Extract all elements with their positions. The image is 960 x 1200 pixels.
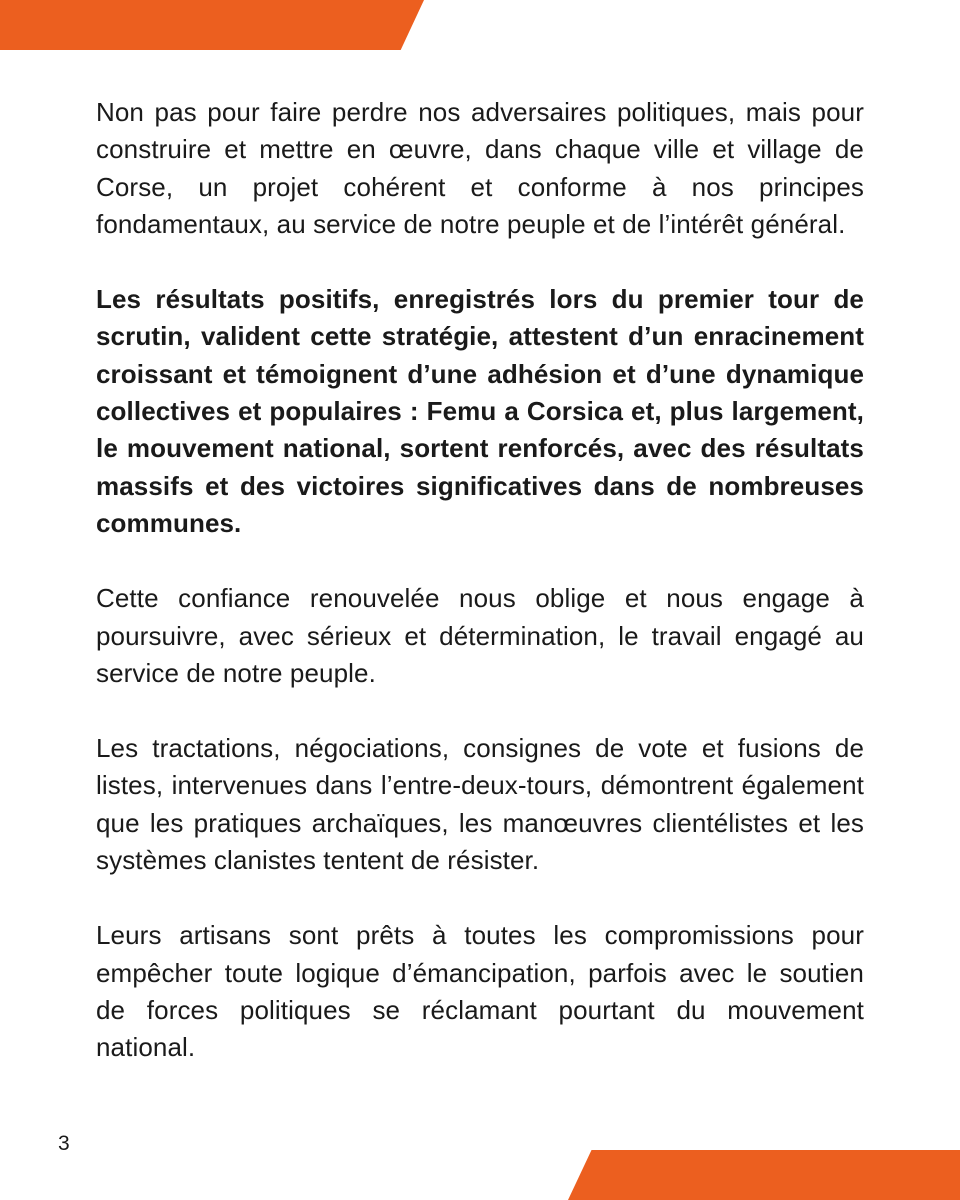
paragraph-results-highlight: Les résultats positifs, enregistrés lors du premier tour de scrutin, valident cette stratégie, attestent d’un enracinement croissant et témoignent d’une adhésion et d’une dynamique collectives et populaires : Femu a Corsica et, plus largement, le mouvement national, sortent renforcés, avec des résultats massifs et des victoires significatives dans de nombreuses communes. [96,284,864,538]
document-body [96,94,864,1105]
bottom-accent-band [568,1150,960,1200]
paragraph-confidence: Cette confiance renouvelée nous oblige et nous engage à poursuivre, avec sérieux et détermination, le travail engagé au service de notre peuple. [96,583,864,688]
paragraph-negotiations: Les tractations, négociations, consignes de vote et fusions de listes, intervenues dans l’entre-deux-tours, démontrent également que les pratiques archaïques, les manœuvres clientélistes et les systèmes clanistes tentent de résister. [96,733,864,876]
paragraph-artisans: Leurs artisans sont prêts à toutes les compromissions pour empêcher toute logique d’émancipation, parfois avec le soutien de forces politiques se réclamant pourtant du mouvement national. [96,920,864,1063]
top-accent-band [0,0,424,50]
page-number: 3 [58,1132,70,1155]
paragraph-intro: Non pas pour faire perdre nos adversaires politiques, mais pour construire et mettre en œuvre, dans chaque ville et village de Corse, un projet cohérent et conforme à nos principes fondamentaux, au service de notre peuple et de l’intérêt général. [96,97,864,239]
